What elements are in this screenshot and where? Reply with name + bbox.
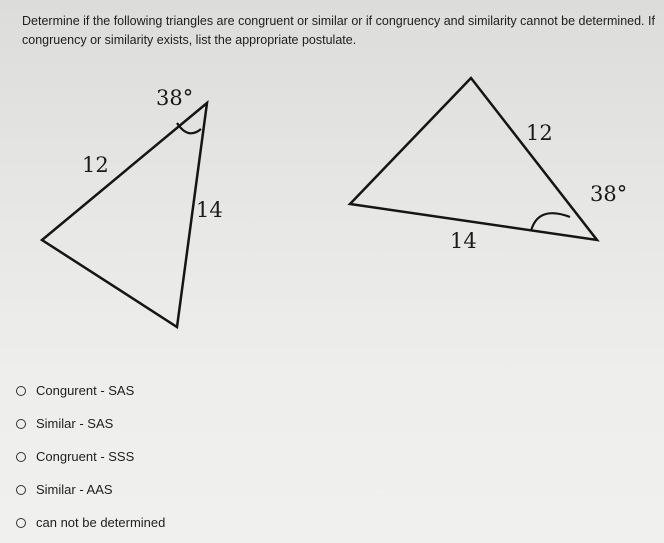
option-label: Congurent - SAS xyxy=(36,383,135,398)
radio-button[interactable] xyxy=(16,419,26,429)
triangle-left-side-14-label: 14 xyxy=(196,198,223,222)
answer-options xyxy=(16,374,165,539)
triangle-right-angle-label: 38° xyxy=(590,182,628,206)
triangle-left xyxy=(42,86,223,327)
triangle-left-side-12-label: 12 xyxy=(82,153,109,177)
option-congruent-sas[interactable] xyxy=(16,374,165,407)
triangle-right xyxy=(350,78,627,253)
triangle-right-side-12-label: 12 xyxy=(526,121,553,145)
radio-button[interactable] xyxy=(16,452,26,462)
option-similar-sas[interactable] xyxy=(16,407,165,440)
option-similar-aas[interactable] xyxy=(16,473,165,506)
radio-button[interactable] xyxy=(16,518,26,528)
option-cannot-be-determined[interactable] xyxy=(16,506,165,539)
option-congruent-sss[interactable] xyxy=(16,440,165,473)
option-label: can not be determined xyxy=(36,515,166,530)
radio-button[interactable] xyxy=(16,386,26,396)
triangle-right-angle-arc xyxy=(531,213,570,231)
triangle-right-shape xyxy=(350,78,597,240)
triangle-left-shape xyxy=(42,103,207,327)
question-text: Determine if the following triangles are congruent or similar or if congruency and similarity cannot be determined. If congruency or similarity exists, list the appropriate postulate. xyxy=(22,14,655,47)
option-label: Similar - SAS xyxy=(36,416,114,431)
triangle-left-angle-label: 38° xyxy=(156,86,194,110)
option-label: Congruent - SSS xyxy=(36,449,135,464)
radio-button[interactable] xyxy=(16,485,26,495)
option-label: Similar - AAS xyxy=(36,482,113,497)
triangle-right-side-14-label: 14 xyxy=(450,229,477,253)
